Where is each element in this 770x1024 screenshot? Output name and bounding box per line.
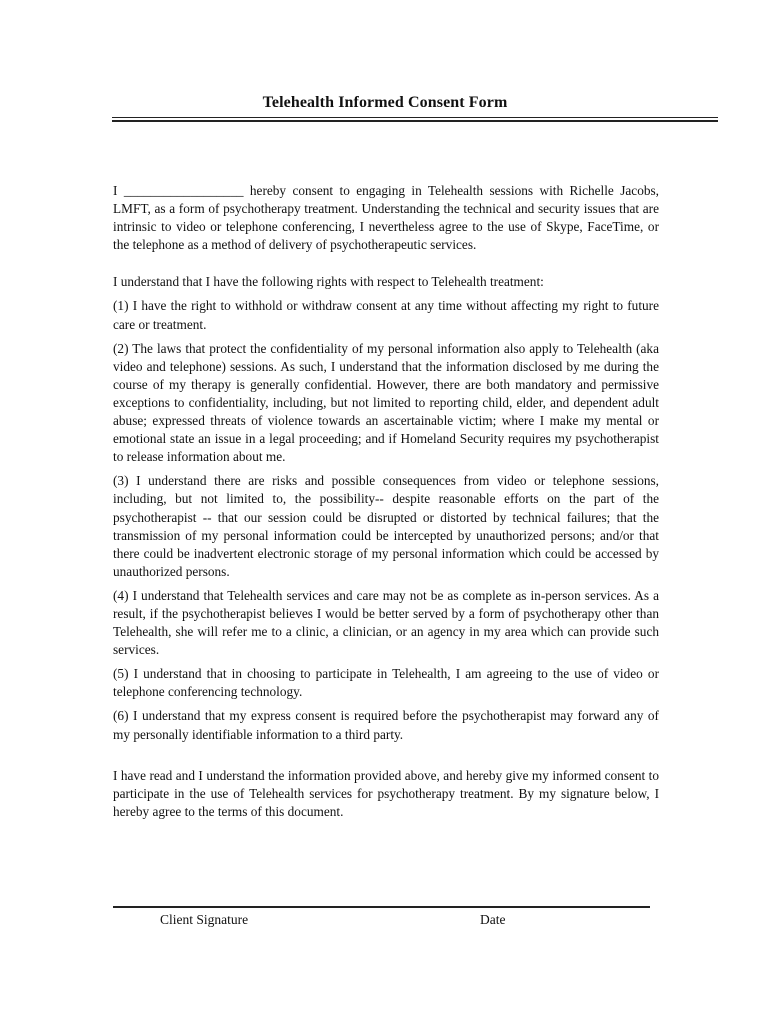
intro-paragraph: I __________________ hereby consent to engaging in Telehealth sessions with Richelle Jacobs, LMFT, as a form of psychotherapy treatment. Understanding the technical and security issues that are intrinsic to video or telephone conferencing, I nevertheless agree to the use of Skype, FaceTime, or the telephone as a method of delivery of psychotherapeutic services. [113, 183, 659, 253]
title-double-underline [112, 120, 718, 122]
form-body [113, 182, 659, 821]
title-underline [112, 117, 718, 118]
closing-paragraph: I have read and I understand the information provided above, and hereby give my informed consent to participate in the use of Telehealth services for psychotherapy treatment. By my signature below, I hereby agree to the terms of this document. [113, 767, 659, 819]
right-item-6: (6) I understand that my express consent is required before the psychotherapist may forward any of my personally identifiable information to a third party. [113, 708, 659, 742]
right-item-2: (2) The laws that protect the confidentiality of my personal information also apply to Telehealth (aka video and telephone) sessions. As such, I understand that the information disclosed by me during the course of my therapy is generally confidential. However, there are both mandatory and permissive exceptions to confidentiality, including, but not limited to reporting child, elder, and dependent adult abuse; expressed threats of violence towards an ascertainable victim; where I make my mental or emotional state an issue in a legal proceeding; and if Homeland Security requires my psychotherapist to release information about me. [113, 340, 659, 465]
rights-heading: I understand that I have the following rights with respect to Telehealth treatment: [113, 274, 544, 290]
date-label: Date [480, 912, 506, 927]
page-title: Telehealth Informed Consent Form [262, 94, 508, 111]
right-item-5: (5) I understand that in choosing to participate in Telehealth, I am agreeing to the use of video or telephone conferencing technology. [113, 666, 659, 700]
right-item-4: (4) I understand that Telehealth services and care may not be as complete as in-person services. As a result, if the psychotherapist believes I would be better served by a form of psychotherapy other than Telehealth, she will refer me to a clinic, a clinician, or an agency in my area which can provide such services. [113, 587, 659, 658]
right-item-3: (3) I understand there are risks and possible consequences from video or telephone sessions, including, but not limited to, the possibility-- despite reasonable efforts on the part of the psychotherapist -- that our session could be disrupted or distorted by technical failures; that the transmission of my personal information could be intercepted by unauthorized persons; and/or that there could be inadvertent electronic storage of my personal information which could be accessed by unauthorized persons. [113, 473, 659, 579]
client-signature-label: Client Signature [160, 912, 249, 927]
right-item-1: (1) I have the right to withhold or withdraw consent at any time without affecting my right to future care or treatment. [113, 298, 659, 332]
signature-line[interactable] [113, 906, 650, 908]
